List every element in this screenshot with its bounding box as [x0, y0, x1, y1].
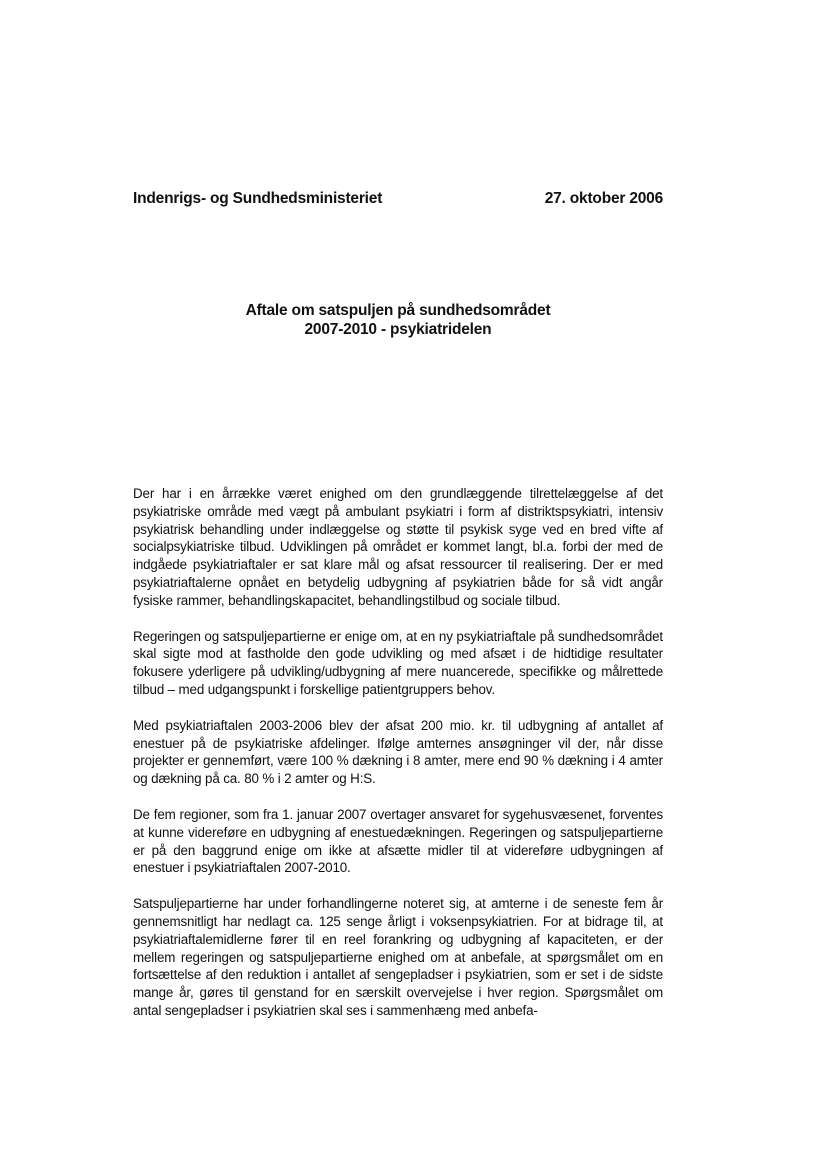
- title-line-1: Aftale om satspuljen på sundhedsområdet: [245, 302, 551, 319]
- body-paragraph-3: Med psykiatriaftalen 2003-2006 blev der afsat 200 mio. kr. til udbygning af antallet af enestuer på de psykiatriske afdelinger. Ifølge amternes ansøgninger vil der, når disse projekter er gennemført, være 100 % dækning i 8 amter, mere end 90 % dækning i 4 amter og dækning på ca. 80 % i 2 amter og H:S.: [133, 717, 663, 787]
- document-body: [133, 485, 663, 1020]
- document-date: 27. oktober 2006: [544, 190, 663, 207]
- body-paragraph-1: Der har i en årrække været enighed om den grundlæggende tilrettelæggelse af det psykiatriske område med vægt på ambulant psykiatri i form af distriktspsykiatri, intensiv psykiatrisk behandling under indlæggelse og støtte til psykisk syge ved en bred vifte af socialpsykiatriske tilbud. Udviklingen på området er kommet langt, bl.a. forbi der med de indgåede psykiatriaftaler er sat klare mål og afsat ressourcer til realisering. Der er med psykiatriaftalerne opnået en betydelig udbygning af psykiatrien både for så vidt angår fysiske rammer, behandlingskapacitet, behandlingstilbud og sociale tilbud.: [133, 486, 663, 608]
- body-paragraph-5: Satspuljepartierne har under forhandlingerne noteret sig, at amterne i de seneste fem år gennemsnitligt har nedlagt ca. 125 senge årligt i voksenpsykiatrien. For at bidrage til, at psykiatriaftalemidlerne fører til en reel forankring og udbygning af kapaciteten, er der mellem regeringen og satspuljepartierne enighed om at anbefale, at spørgsmålet om en fortsættelse af den reduktion i antallet af sengepladser i psykiatrien, som er set i de sidste mange år, gøres til genstand for en særskilt overvejelse i hver region. Spørgsmålet om antal sengepladser i psykiatrien skal ses i sammenhæng med anbefa-: [133, 896, 663, 1018]
- document-title: [133, 301, 663, 339]
- body-paragraph-2: Regeringen og satspuljepartierne er enige om, at en ny psykiatriaftale på sundhedsområdet skal sigte mod at fastholde den gode udvikling og med afsæt i de hidtidige resultater fokusere yderligere på udvikling/udbygning af mere nuancerede, specifikke og målrettede tilbud – med udgangspunkt i forskellige patientgruppers behov.: [133, 628, 663, 697]
- ministry-name: Indenrigs- og Sundhedsministeriet: [133, 190, 383, 207]
- title-line-2: 2007-2010 - psykiatridelen: [304, 321, 492, 338]
- document-header: [133, 190, 663, 212]
- body-paragraph-4: De fem regioner, som fra 1. januar 2007 overtager ansvaret for sygehusvæsenet, forventes at kunne videreføre en udbygning af enestuedækningen. Regeringen og satspuljepartierne er på den baggrund enige om ikke at afsætte midler til at videreføre udbygningen af enestuer i psykiatriaftalen 2007-2010.: [133, 806, 663, 876]
